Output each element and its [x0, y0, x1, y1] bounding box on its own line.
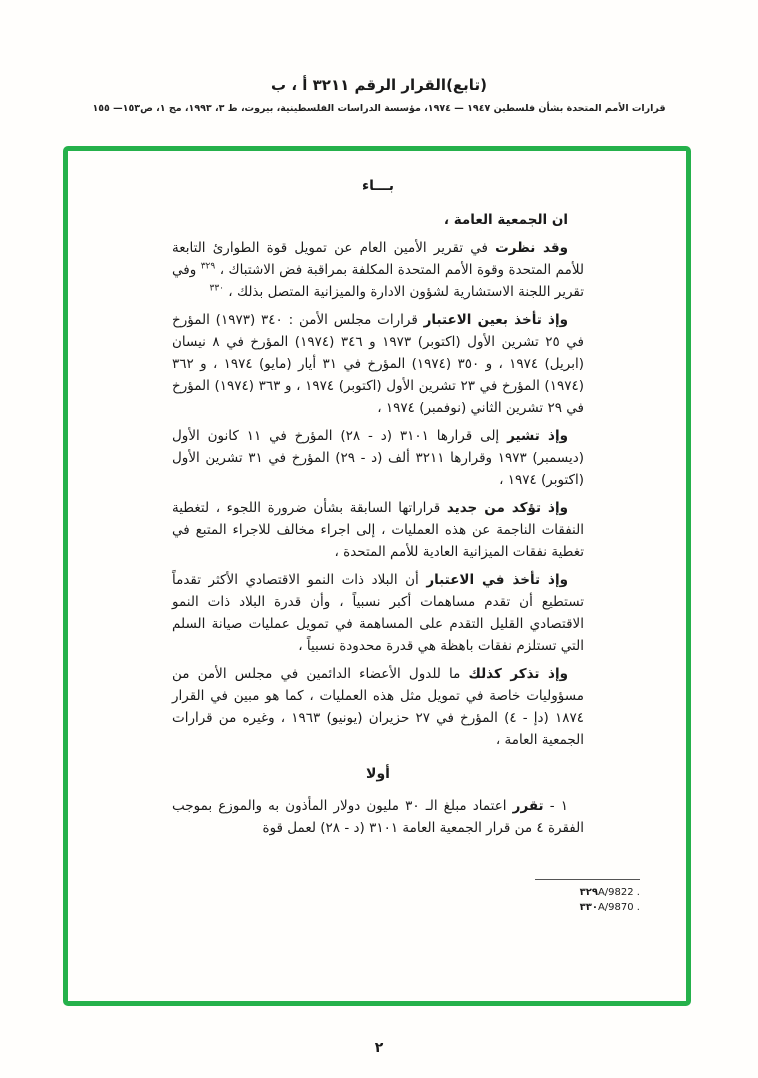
resolution-body [172, 175, 584, 845]
highlight-frame [63, 146, 691, 1006]
page-number: ٢ [374, 1040, 384, 1056]
section-title-ba: بـــاء [361, 178, 395, 194]
paragraph-text: ما للدول الأعضاء الدائمين في مجلس الأمن من مسؤوليات خاصة في تمويل مثل هذه العمليات ، كما هو مبين في القرار ١٨٧٤ (دإ - ٤) المؤرخ في ٢٧ حزيران (يونيو) ١٩٦٣ ، وغيره من قرارات الجمعية العامة ، [172, 666, 584, 748]
footnotes-block [535, 879, 640, 915]
footnote-number: ٣٢٩ [579, 887, 598, 898]
footnote-reference: A/9822 . [597, 887, 640, 898]
paragraph-lead: وإذ تؤكد من جديد [446, 500, 568, 516]
paragraph-recalling [172, 425, 584, 491]
page-header [0, 76, 758, 114]
paragraph-lead: وإذ تأخذ في الاعتبار [426, 572, 568, 588]
paragraph-text: في تقرير الأمين العام عن تمويل قوة الطوارئ التابعة للأمم المتحدة وقوة الأمم المتحدة المكلفة بمراقبة فض الاشتباك ، [172, 240, 585, 278]
footnote-ref-329: ٣٢٩ [200, 261, 216, 272]
paragraph-text: اعتماد مبلغ الـ ٣٠ مليون دولار المأذون به والموزع بموجب الفقرة ٤ من قرار الجمعية العامة ٣١٠١ (د - ٢٨) لعمل قوة [172, 798, 584, 836]
paragraph-text: قرارات مجلس الأمن : ٣٤٠ (١٩٧٣) المؤرخ في ٢٥ تشرين الأول (اكتوبر) ١٩٧٣ و ٣٤٦ (١٩٧٤) المؤرخ في ٨ نيسان (ابريل) ١٩٧٤ ، و ٣٥٠ (١٩٧٤) المؤرخ في ٣١ أيار (مايو) ١٩٧٤ ، و ٣٦٢ (١٩٧٤) المؤرخ في ٢٣ تشرين الأول (اكتوبر) ١٩٧٤ ، و ٣٦٣ (١٩٧٤) المؤرخ في ٢٩ تشرين الثاني (نوفمبر) ١٩٧٤ ، [172, 312, 584, 416]
paragraph-preamble [172, 209, 584, 231]
paragraph-taking-into-account [172, 309, 584, 419]
operative-number: ١ - [549, 798, 568, 814]
paragraph-recalling-further [172, 663, 584, 751]
paragraph-text: أن البلاد ذات النمو الاقتصادي الأكثر تقدماً تستطيع أن تقدم مساهمات أكبر نسبياً ، وأن قدرة البلاد ذات النمو الاقتصادي القليل التقدم على المساهمة في تمويل عمليات صيانة السلم التي تستلزم نفقات باهظة هي قدرة محدودة نسبياً ، [172, 572, 584, 654]
paragraph-lead: وإذ تأخذ بعين الاعتبار [423, 312, 568, 328]
paragraph-text: وفي تقرير اللجنة الاستشارية لشؤون الادارة والميزانية المتصل بذلك ، [172, 262, 584, 300]
footnote-reference: A/9870 . [597, 902, 640, 913]
paragraph-having-considered [172, 237, 584, 303]
paragraph-text: إلى قرارها ٣١٠١ (د - ٢٨) المؤرخ في ١١ كانون الأول (ديسمبر) ١٩٧٣ وقرارها ٣٢١١ ألف (د - ٢٩) المؤرخ في ٣١ تشرين الأول (اكتوبر) ١٩٧٤ ، [172, 428, 584, 488]
paragraph-bearing-in-mind [172, 569, 584, 657]
paragraph-lead: تقرر [512, 798, 544, 814]
paragraph-lead: وإذ تشير [507, 428, 568, 444]
paragraph-reaffirming [172, 497, 584, 563]
preamble-text: ان الجمعية العامة ، [443, 212, 568, 228]
footnote-330 [535, 900, 640, 915]
footnote-329 [535, 885, 640, 900]
document-title: (تابع)القرار الرقم ٣٢١١ أ ، ب [271, 76, 487, 94]
subsection-title-awalan: أولا [366, 766, 390, 782]
source-citation: قرارات الأمم المتحدة بشأن فلسطين ١٩٤٧ — ١٩٧٤، مؤسسة الدراسات الفلسطينية، بيروت، ط ٣، ١٩٩٣، مج ١، ص١٥٣— ١٥٥ [92, 103, 666, 114]
paragraph-text: قراراتها السابقة بشأن ضرورة اللجوء ، لتغطية النفقات الناجمة عن هذه العمليات ، إلى اجراء مخالف للاجراء المتبع في تغطية نفقات الميزانية العادية للأمم المتحدة ، [172, 500, 584, 560]
footnote-separator [535, 879, 640, 880]
footnote-ref-330: ٣٣٠ [209, 283, 224, 294]
paragraph-lead: وإذ تذكر كذلك [468, 666, 568, 682]
paragraph-lead: وقد نظرت [495, 240, 568, 256]
footnote-number: ٣٣٠ [579, 902, 598, 913]
operative-paragraph-1 [172, 795, 584, 839]
